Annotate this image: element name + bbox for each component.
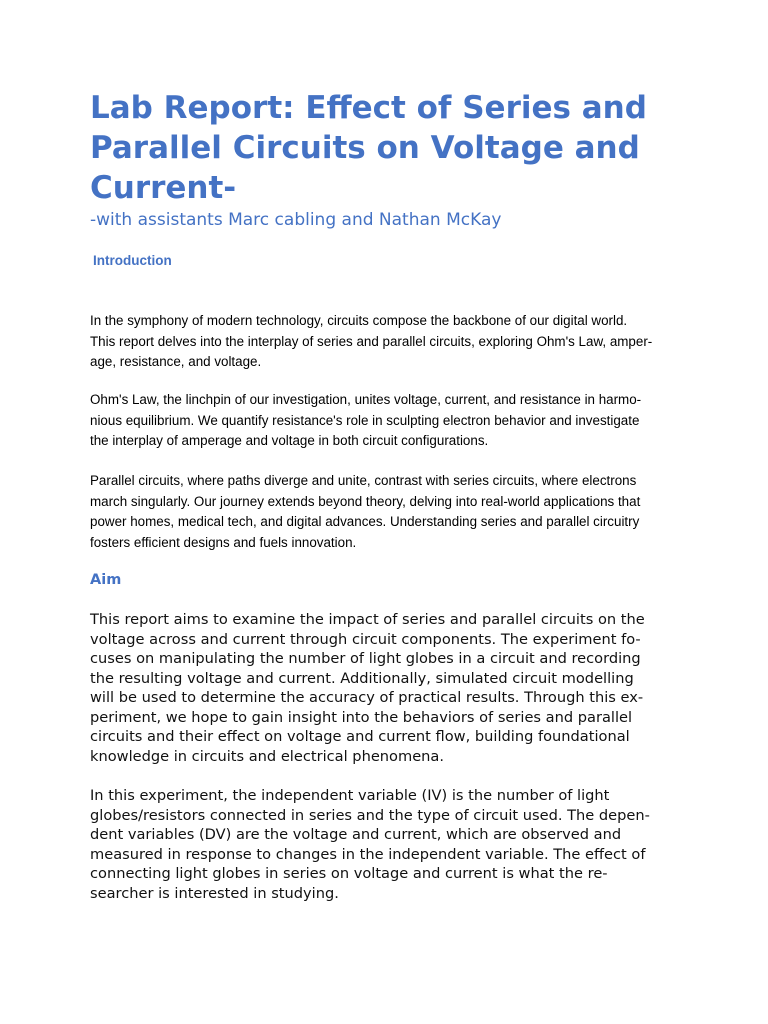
intro-paragraph-3 [90,471,690,553]
text-line: This report delves into the interplay of series and parallel circuits, exploring Ohm's Law, amper- [90,333,653,349]
aim-paragraph-2 [90,786,690,903]
text-line: dent variables (DV) are the voltage and current, which are observed and [90,826,622,843]
text-line: Parallel circuits, where paths diverge and unite, contrast with series circuits, where electrons [90,473,637,488]
report-subtitle: -with assistants Marc cabling and Nathan McKay [90,210,502,230]
text-line: cuses on manipulating the number of light globes in a circuit and recording [90,650,641,667]
text-line: searcher is interested in studying. [90,884,339,902]
intro-paragraph-1 [90,311,690,373]
text-line: In this experiment, the independent variable (IV) is the number of light [90,787,610,804]
text-line: fosters efficient designs and fuels innovation. [90,534,357,550]
aim-paragraph-1 [90,610,690,766]
aim-heading: Aim [90,572,122,588]
text-line: nious equilibrium. We quantify resistance's role in sculpting electron behavior and investigate [90,412,640,428]
text-line: voltage across and current through circuit components. The experiment fo- [90,630,641,648]
text-line: the interplay of amperage and voltage in both circuit configurations. [90,433,489,448]
text-line: will be used to determine the accuracy of practical results. Through this ex- [90,689,644,706]
text-line: connecting light globes in series on voltage and current is what the re- [90,865,608,882]
report-title: Lab Report: Effect of Series and Parallel Circuits on Voltage and Current- [90,90,647,206]
text-line: age, resistance, and voltage. [90,354,262,369]
text-line: measured in response to changes in the independent variable. The effect of [90,845,646,863]
text-line: circuits and their effect on voltage and current flow, building foundational [90,728,630,745]
text-line: march singularly. Our journey extends beyond theory, delving into real-world applications that [90,493,641,509]
text-line: This report aims to examine the impact of series and parallel circuits on the [90,611,645,628]
text-line: the resulting voltage and current. Additionally, simulated circuit modelling [90,669,634,687]
text-line: Ohm's Law, the linchpin of our investigation, unites voltage, current, and resistance in harmo- [90,392,642,407]
text-line: periment, we hope to gain insight into the behaviors of series and parallel [90,708,633,726]
text-line: power homes, medical tech, and digital advances. Understanding series and parallel circuitry [90,514,640,529]
intro-paragraph-2 [90,390,690,452]
introduction-heading: Introduction [93,253,172,268]
text-line: globes/resistors connected in series and the type of circuit used. The depen- [90,806,650,824]
text-line: In the symphony of modern technology, circuits compose the backbone of our digital world. [90,313,628,328]
text-line: knowledge in circuits and electrical phenomena. [90,747,444,765]
